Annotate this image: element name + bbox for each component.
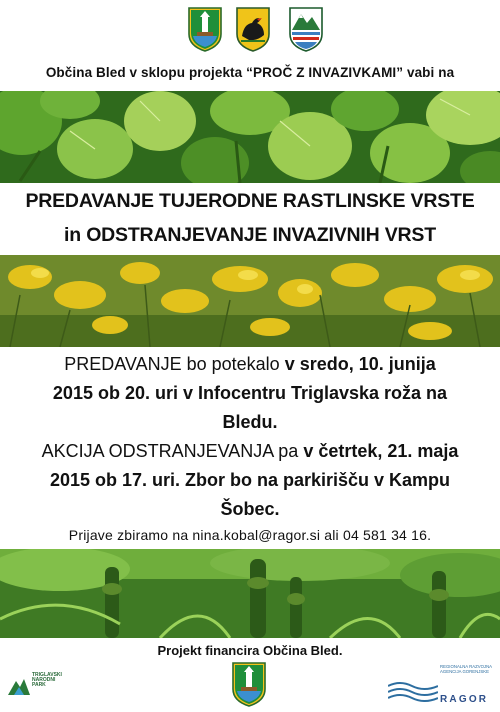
header-crests xyxy=(0,6,500,56)
lecture-connector: bo potekalo xyxy=(181,354,285,374)
ragor-logo xyxy=(388,664,496,708)
bled-crest-bottom-icon xyxy=(231,661,267,707)
knotweed-leaves-photo xyxy=(0,91,500,183)
removal-date: v četrtek, 21. maja xyxy=(303,441,459,461)
registration-contact: Prijave zbiramo na nina.kobal@ragor.si ali 04 581 34 16. xyxy=(68,527,432,543)
tnp-line3: PARK xyxy=(32,682,46,688)
event-title-line1: PREDAVANJE TUJERODNE RASTLINSKE VRSTE xyxy=(25,190,475,212)
tnp-line2: NARODNI xyxy=(32,677,56,683)
removal-meeting-end: Šobec. xyxy=(220,499,280,519)
ragor-wave-icon xyxy=(388,680,438,702)
tnp-line1: TRIGLAVSKI xyxy=(32,672,62,678)
lecture-details xyxy=(10,350,490,437)
removal-connector: pa xyxy=(273,441,304,461)
municipality-crest-icon xyxy=(288,6,324,52)
tnp-mountain-icon xyxy=(8,675,30,695)
ragor-wordmark: RAGOR xyxy=(440,694,489,705)
invitation-intro: Občina Bled v sklopu projekta “PROČ Z INVAZIVKAMI” vabi na xyxy=(45,65,455,80)
lecture-label: PREDAVANJE xyxy=(64,354,182,374)
triglav-national-park-logo xyxy=(8,663,70,703)
removal-label: AKCIJA ODSTRANJEVANJA xyxy=(41,441,274,461)
removal-time-meeting: 2015 ob 17. uri. Zbor bo na parkirišču v Kampu xyxy=(49,470,451,490)
goldenrod-photo xyxy=(0,255,500,347)
bled-crest-icon xyxy=(187,6,223,52)
lecture-date: v sredo, 10. junija xyxy=(284,354,436,374)
lecture-venue-end: Bledu. xyxy=(222,412,278,432)
event-title-line2: in ODSTRANJEVANJE INVAZIVNIH VRST xyxy=(64,224,436,246)
capercaillie-crest-icon xyxy=(235,6,271,52)
lecture-time-venue: 2015 ob 20. uri v Infocentru Triglavska roža na xyxy=(52,383,448,403)
ragor-line1: REGIONALNA RAZVOJNA xyxy=(440,664,493,669)
invasive-plants-photo xyxy=(0,549,500,638)
removal-action-details xyxy=(10,437,490,524)
ragor-line2: AGENCIJA GORENJSKE xyxy=(440,669,489,674)
funding-note: Projekt financira Občina Bled. xyxy=(157,643,343,658)
